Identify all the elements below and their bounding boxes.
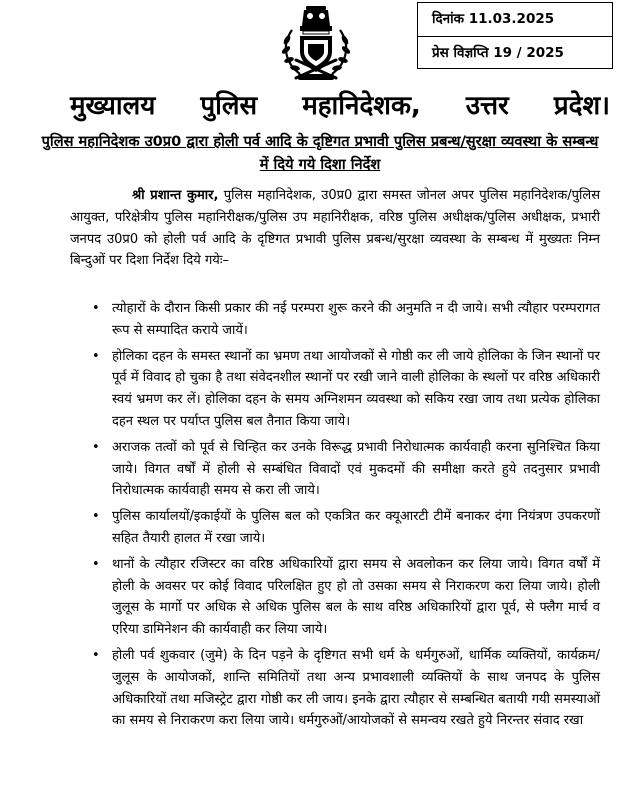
directive-list [86, 298, 600, 736]
bullet-icon: • [92, 348, 100, 364]
officer-name: श्री प्रशान्त कुमार, [132, 188, 219, 203]
date-notice-box [417, 2, 613, 69]
list-item-text: त्योहारों के दौरान किसी प्रकार की नई परम्परा शुरू करने की अनुमति न दी जाये। सभी त्यौहार परम्परागत रूप से सम्पादित कराये जायें। [112, 301, 600, 338]
list-item-text: अराजक तत्वों को पूर्व से चिन्हित कर उनके विरूद्ध प्रभावी निरोधात्मक कार्यवाही करना सुनिश्चित किया जाये। विगत वर्षों में होली से सम्बंधित विवादों एवं मुकदमों की समीक्षा करते हुये तदनुसार प्रभावी निरोधात्मक कार्यवाही समय से करा ली जाये। [112, 439, 600, 499]
bullet-icon: • [92, 556, 100, 572]
bullet-icon: • [92, 439, 100, 455]
list-item-text: होली पर्व शुकवार (जुमे) के दिन पड़ने के दृष्टिगत सभी धर्म के धर्मगुरुओं, धार्मिक व्यक्तियों, कार्यक्रम/जुलूस के आयोजकों, शान्ति समितियों तथा अन्य प्रभावशाली व्यक्तियों के साथ जनपद के पुलिस अधिकारियों तथा मजिस्ट्रेट द्वारा गोष्ठी कर ली जाय। इनके द्वारा त्यौहार से सम्बन्धित बतायी गयी समस्याओं का समय से निराकरण करा लिया जाये। धर्मगुरुओं/आयोजकों से समन्वय रखते हुये निरन्तर संवाद रखा [112, 647, 600, 729]
list-item [86, 298, 600, 342]
office-title: मुख्यालय पुलिस महानिदेशक, उत्तर प्रदेश। [70, 91, 610, 121]
list-item [86, 554, 600, 641]
bullet-icon: • [92, 647, 100, 663]
press-release-number: प्रेस विज्ञप्ति 19 / 2025 [418, 36, 612, 70]
bullet-icon: • [92, 509, 100, 525]
list-item [86, 645, 600, 732]
subject-heading: पुलिस महानिदेशक उ0प्र0 द्वारा होली पर्व आदि के दृष्टिगत प्रभावी पुलिस प्रबन्ध/सुरक्षा व्यवस्था के सम्बन्ध में दिये गये दिशा निर्देश [41, 133, 599, 173]
intro-text: पुलिस महानिदेशक, उ0प्र0 द्वारा समस्त जोनल अपर पुलिस महानिदेशक/पुलिस आयुक्त, परिक्षेत्रीय पुलिस महानिरीक्षक/पुलिस उप महानिरीक्षक, वरिष्ठ पुलिस अधीक्षक/पुलिस अधीक्षक, प्रभारी जनपद उ0प्र0 को होली पर्व आदि के दृष्टिगत प्रभावी पुलिस प्रबन्ध/सुरक्षा व्यवस्था के सम्बन्ध में मुख्यतः निम्न बिन्दुओं पर दिशा निर्देश दिये गयेः– [70, 188, 600, 269]
list-item-text: थानों के त्यौहार रजिस्टर का वरिष्ठ अधिकारियों द्वारा समय से अवलोकन कर लिया जाये। विगत वर्षों में होली के अवसर पर कोई विवाद परिलक्षित हुए हो तो उसका समय से निराकरण करा लिया जाये। होली जुलूस के मार्गो पर अधिक से अधिक पुलिस बल के साथ वरिष्ठ अधिकारियों द्वारा पूर्व, से फ्लैग मार्च व एरिया डामिनेशन की कार्यवाही कर लिया जाये। [112, 556, 600, 638]
bullet-icon: • [92, 301, 100, 316]
list-item-text: पुलिस कार्यालयों/इकाईयों के पुलिस बल को एकत्रित कर क्यूआरटी टीमें बनाकर दंगा नियंत्रण उपकरणों सहित तैयारी हालत में रखा जाये। [112, 509, 600, 546]
list-item [86, 346, 600, 433]
intro-paragraph [70, 185, 600, 272]
list-item [86, 437, 600, 502]
up-police-emblem-icon [270, 0, 362, 84]
list-item-text: होलिका दहन के समस्त स्थानों का भ्रमण तथा आयोजकों से गोष्ठी कर ली जाये होलिका के जिन स्थानों पर पूर्व में विवाद हो चुका है तथा संवेदनशील स्थानों पर रखी जाने वाली होलिका के स्थलों पर वरिष्ठ अधिकारी स्वयं भ्रमण कर लें। होलिका दहन के समय अग्निशमन व्यवस्था को सकिय रखा जाय तथा प्रत्येक होलिका दहन स्थल पर पर्याप्त पुलिस बल तैनात किया जाये। [112, 348, 600, 429]
issue-date: दिनांक 11.03.2025 [432, 11, 555, 27]
list-item [86, 506, 600, 550]
